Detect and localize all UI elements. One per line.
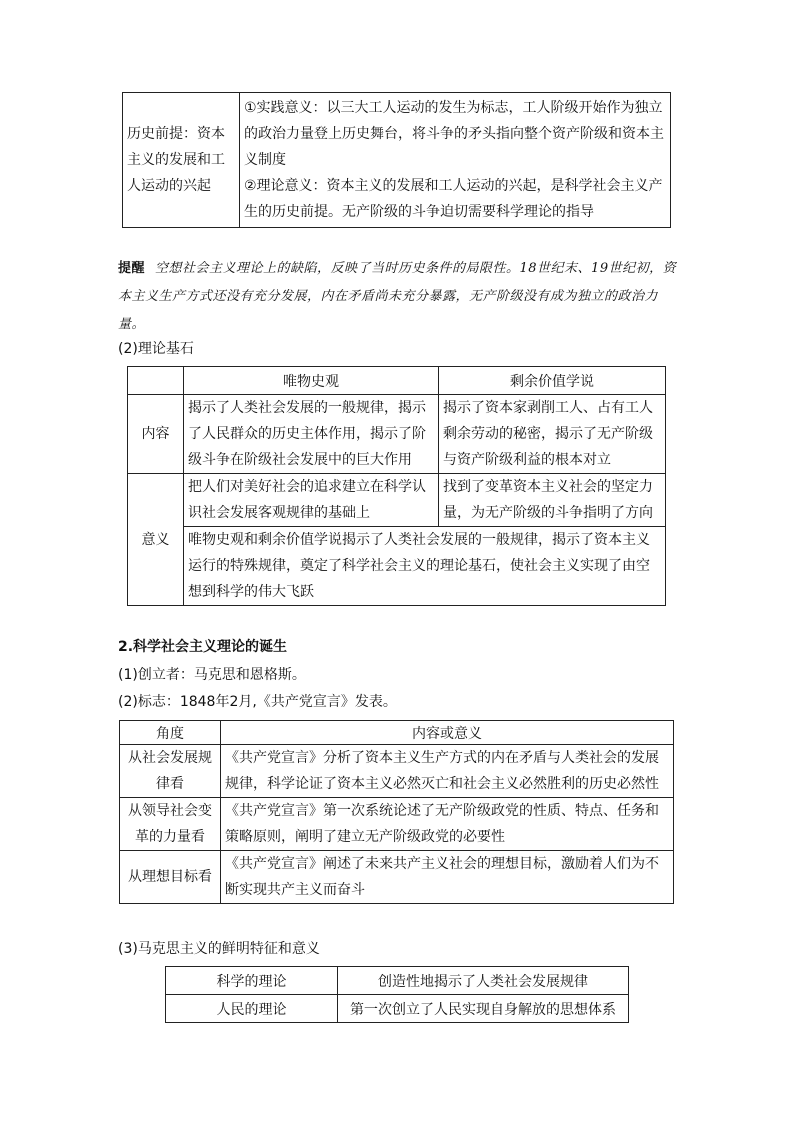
section-title-birth: 2.科学社会主义理论的诞生 <box>118 639 288 655</box>
historical-premise-table <box>122 92 671 228</box>
feature-scientific: 科学的理论 <box>166 967 338 995</box>
feature-people: 人民的理论 <box>166 995 338 1023</box>
practical-significance: ①实践意义：以三大工人运动的发生为标志，工人阶级开始作为独立的政治力量登上历史舞台，将斗争的矛头指向整个资产阶级和资本主义制度 <box>244 100 664 168</box>
row-label-meaning: 意义 <box>128 474 184 606</box>
header-angle: 角度 <box>120 721 221 745</box>
feature-people-desc: 第一次创立了人民实现自身解放的思想体系 <box>338 995 629 1023</box>
content-surplus-value: 揭示了资本家剥削工人、占有工人剩余劳动的秘密，揭示了无产阶级与资产阶级利益的根本对立 <box>439 395 666 474</box>
meaning-historical-materialism: 把人们对美好社会的追求建立在科学认识社会发展客观规律的基础上 <box>184 474 439 527</box>
premise-label: 历史前提：资本主义的发展和工人运动的兴起 <box>123 93 240 228</box>
blank-header-cell <box>128 367 184 395</box>
meaning-surplus-value: 找到了变革资本主义社会的坚定力量，为无产阶级的斗争指明了方向 <box>439 474 666 527</box>
manifesto-significance-table <box>119 720 674 904</box>
feature-scientific-desc: 创造性地揭示了人类社会发展规律 <box>338 967 629 995</box>
row-label-content: 内容 <box>128 395 184 474</box>
marker-line: (2)标志：1848年2月,《共产党宣言》发表。 <box>118 694 397 710</box>
marxism-features-table <box>165 966 629 1023</box>
header-content-meaning: 内容或意义 <box>221 721 674 745</box>
content-leading-force: 《共产党宣言》第一次系统论述了无产阶级政党的性质、特点、任务和策略原则，阐明了建立无产阶级政党的必要性 <box>221 798 674 851</box>
angle-social-law: 从社会发展规律看 <box>120 745 221 798</box>
premise-meaning-cell <box>240 93 671 228</box>
reminder-note <box>118 255 678 339</box>
angle-ideal-goal: 从理想目标看 <box>120 851 221 904</box>
founders-line: (1)创立者：马克思和恩格斯。 <box>118 667 306 683</box>
header-historical-materialism: 唯物史观 <box>184 367 439 395</box>
reminder-label: 提醒 <box>118 261 146 276</box>
heading-marxism-features: (3)马克思主义的鲜明特征和意义 <box>118 941 320 957</box>
heading-theoretical-foundation: (2)理论基石 <box>118 341 194 357</box>
header-surplus-value: 剩余价值学说 <box>439 367 666 395</box>
angle-leading-force: 从领导社会变革的力量看 <box>120 798 221 851</box>
reminder-text: 空想社会主义理论上的缺陷，反映了当时历史条件的局限性。18世纪末、19世纪初，资本主义生产方式还没有充分发展，内在矛盾尚未充分暴露，无产阶级没有成为独立的政治力量。 <box>118 261 677 332</box>
content-social-law: 《共产党宣言》分析了资本主义生产方式的内在矛盾与人类社会的发展规律，科学论证了资本主义必然灭亡和社会主义必然胜利的历史必然性 <box>221 745 674 798</box>
theoretical-significance: ②理论意义：资本主义的发展和工人运动的兴起，是科学社会主义产生的历史前提。无产阶级的斗争迫切需要科学理论的指导 <box>244 178 663 220</box>
meaning-combined: 唯物史观和剩余价值学说揭示了人类社会发展的一般规律，揭示了资本主义运行的特殊规律，奠定了科学社会主义的理论基石，使社会主义实现了由空想到科学的伟大飞跃 <box>184 527 666 606</box>
content-historical-materialism: 揭示了人类社会发展的一般规律，揭示了人民群众的历史主体作用，揭示了阶级斗争在阶级社会发展中的巨大作用 <box>184 395 439 474</box>
theoretical-foundation-table <box>127 366 666 606</box>
content-ideal-goal: 《共产党宣言》阐述了未来共产主义社会的理想目标，激励着人们为不断实现共产主义而奋斗 <box>221 851 674 904</box>
